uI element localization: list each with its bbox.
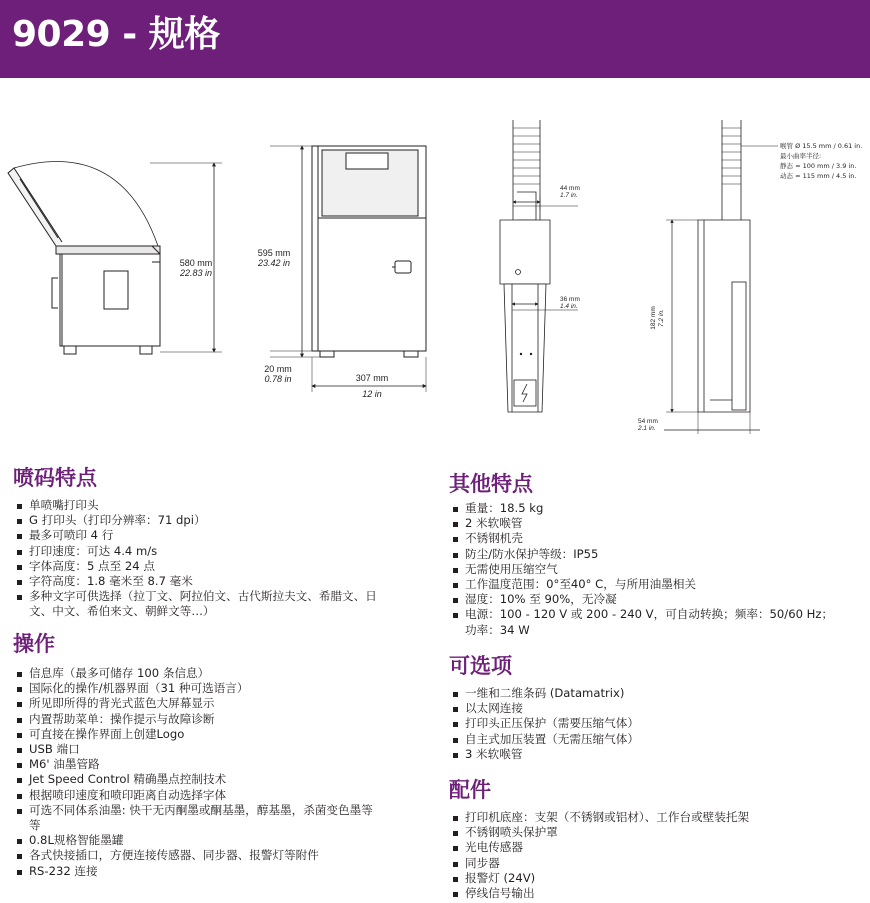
dim-20-mm: 20 mm: [264, 364, 292, 374]
list-item: 可直接在操作界面上创建Logo: [13, 727, 373, 742]
list-item: 打印机底座：支架（不锈钢或铝材）、工作台或壁装托架: [449, 810, 749, 825]
list-item: 多种文字可供选择（拉丁文、阿拉伯文、古代斯拉夫文、希腊文、日: [13, 589, 377, 604]
list-item: 根据喷印速度和喷印距离自动选择字体: [13, 788, 373, 803]
operation-title: 操作: [13, 632, 55, 656]
list-item: 同步器: [449, 856, 749, 871]
technical-drawing: [0, 78, 870, 458]
page-title: 9029 - 规格: [12, 14, 220, 55]
list-item: 单喷嘴打印头: [13, 498, 377, 513]
dim-54-mm: 54 mm: [638, 418, 658, 425]
dim-580-in: 22.83 in: [179, 268, 213, 278]
side-view-open-lid: [8, 161, 160, 354]
list-item: 可选不同体系油墨: 快干无丙酮墨或酮基墨，醇基墨，杀菌变色墨等: [13, 803, 373, 818]
operation-list: [13, 666, 373, 879]
list-item: 字符高度：1.8 毫米至 8.7 毫米: [13, 574, 377, 589]
printhead-front-view: [500, 120, 550, 412]
dim-595-in: 23.42 in: [257, 258, 291, 268]
list-item: 信息库（最多可储存 100 条信息）: [13, 666, 373, 681]
list-item: 国际化的操作/机器界面（31 种可选语言）: [13, 681, 373, 696]
dim-44-mm: 44 mm: [560, 185, 580, 192]
dimension-20: [264, 351, 320, 384]
hose-diameter-note: 喉管 Ø 15.5 mm / 0.61 in.: [780, 142, 863, 150]
list-item-continuation: 等: [29, 818, 41, 833]
dimension-54: [637, 412, 760, 434]
options-title: 可选项: [449, 654, 512, 678]
dim-307-in: 12 in: [362, 389, 382, 399]
list-item: 不锈钢机壳: [449, 531, 833, 546]
list-item: 自主式加压装置（无需压缩气体）: [449, 732, 639, 747]
dimension-307: [312, 357, 426, 399]
list-item: 工作温度范围：0°至40° C，与所用油墨相关: [449, 577, 833, 592]
list-item: 不锈钢喷头保护罩: [449, 825, 749, 840]
dim-54-in: 2.1 in.: [638, 425, 656, 432]
list-item: 以太网连接: [449, 701, 639, 716]
list-item: 湿度：10% 至 90%，无冷凝: [449, 592, 833, 607]
dim-182-in: 7.2 in.: [658, 309, 665, 327]
hose-notes: [741, 141, 862, 180]
accessories-title: 配件: [449, 778, 491, 802]
list-item: 字体高度：5 点至 24 点: [13, 559, 377, 574]
list-item: 电源：100 - 120 V 或 200 - 240 V，可自动转换；频率：50/60 Hz；: [449, 607, 833, 622]
options-list: [449, 686, 639, 762]
list-item-continuation: 功率：34 W: [465, 622, 530, 637]
other-features-title: 其他特点: [449, 472, 533, 496]
list-item: 所见即所得的背光式蓝色大屏幕显示: [13, 696, 373, 711]
printhead-side-view: [698, 120, 750, 412]
list-item: 3 米软喉管: [449, 747, 639, 762]
dimension-580: [150, 163, 222, 352]
list-item-continuation: 文、中文、希伯来文、朝鲜文等…）: [29, 604, 215, 619]
dimension-595: [257, 146, 312, 357]
dim-307-mm: 307 mm: [355, 373, 389, 383]
dim-182-mm: 182 mm: [650, 306, 657, 330]
page-header: [0, 0, 870, 78]
dim-20-in: 0.78 in: [264, 374, 292, 384]
list-item: 2 米软喉管: [449, 516, 833, 531]
list-item: 停线信号输出: [449, 886, 749, 901]
list-item: 打印头正压保护（需要压缩气体）: [449, 716, 639, 731]
list-item: 无需使用压缩空气: [449, 562, 833, 577]
list-item: 报警灯 (24V): [449, 871, 749, 886]
list-item: USB 端口: [13, 742, 373, 757]
list-item: 各式快接插口，方便连接传感器、同步器、报警灯等附件: [13, 848, 373, 863]
dim-44-in: 1.7 in.: [560, 192, 578, 199]
bend-radius-dynamic: 动态 = 115 mm / 4.5 in.: [780, 172, 857, 180]
bend-radius-title: 最小曲率半径:: [780, 152, 822, 160]
bend-radius-static: 静态 = 100 mm / 3.9 in.: [780, 162, 857, 170]
list-item: Jet Speed Control 精确墨点控制技术: [13, 772, 373, 787]
list-item: M6' 油墨管路: [13, 757, 373, 772]
list-item: 最多可喷印 4 行: [13, 528, 377, 543]
list-item: 内置帮助菜单：操作提示与故障诊断: [13, 712, 373, 727]
coding-features-list: [13, 498, 377, 620]
coding-features-title: 喷码特点: [13, 466, 97, 490]
dim-36-mm: 36 mm: [560, 296, 580, 303]
list-item: 重量：18.5 kg: [449, 501, 833, 516]
dimension-44: [513, 185, 580, 210]
dim-36-in: 1.4 in.: [560, 303, 578, 310]
list-item: 0.8L规格智能墨罐: [13, 833, 373, 848]
list-item: 一维和二维条码 (Datamatrix): [449, 686, 639, 701]
list-item: RS-232 连接: [13, 864, 373, 879]
dim-580-mm: 580 mm: [179, 258, 213, 268]
list-item: G 打印头（打印分辨率：71 dpi）: [13, 513, 377, 528]
dimension-drawing-svg: [0, 78, 870, 458]
dimension-182: [650, 220, 698, 412]
accessories-list: [449, 810, 749, 901]
list-item: 防尘/防水保护等级：IP55: [449, 547, 833, 562]
dim-595-mm: 595 mm: [257, 248, 291, 258]
front-view-cabinet: [312, 146, 426, 357]
list-item: 打印速度：可达 4.4 m/s: [13, 544, 377, 559]
other-features-list: [449, 501, 833, 638]
list-item: 光电传感器: [449, 840, 749, 855]
